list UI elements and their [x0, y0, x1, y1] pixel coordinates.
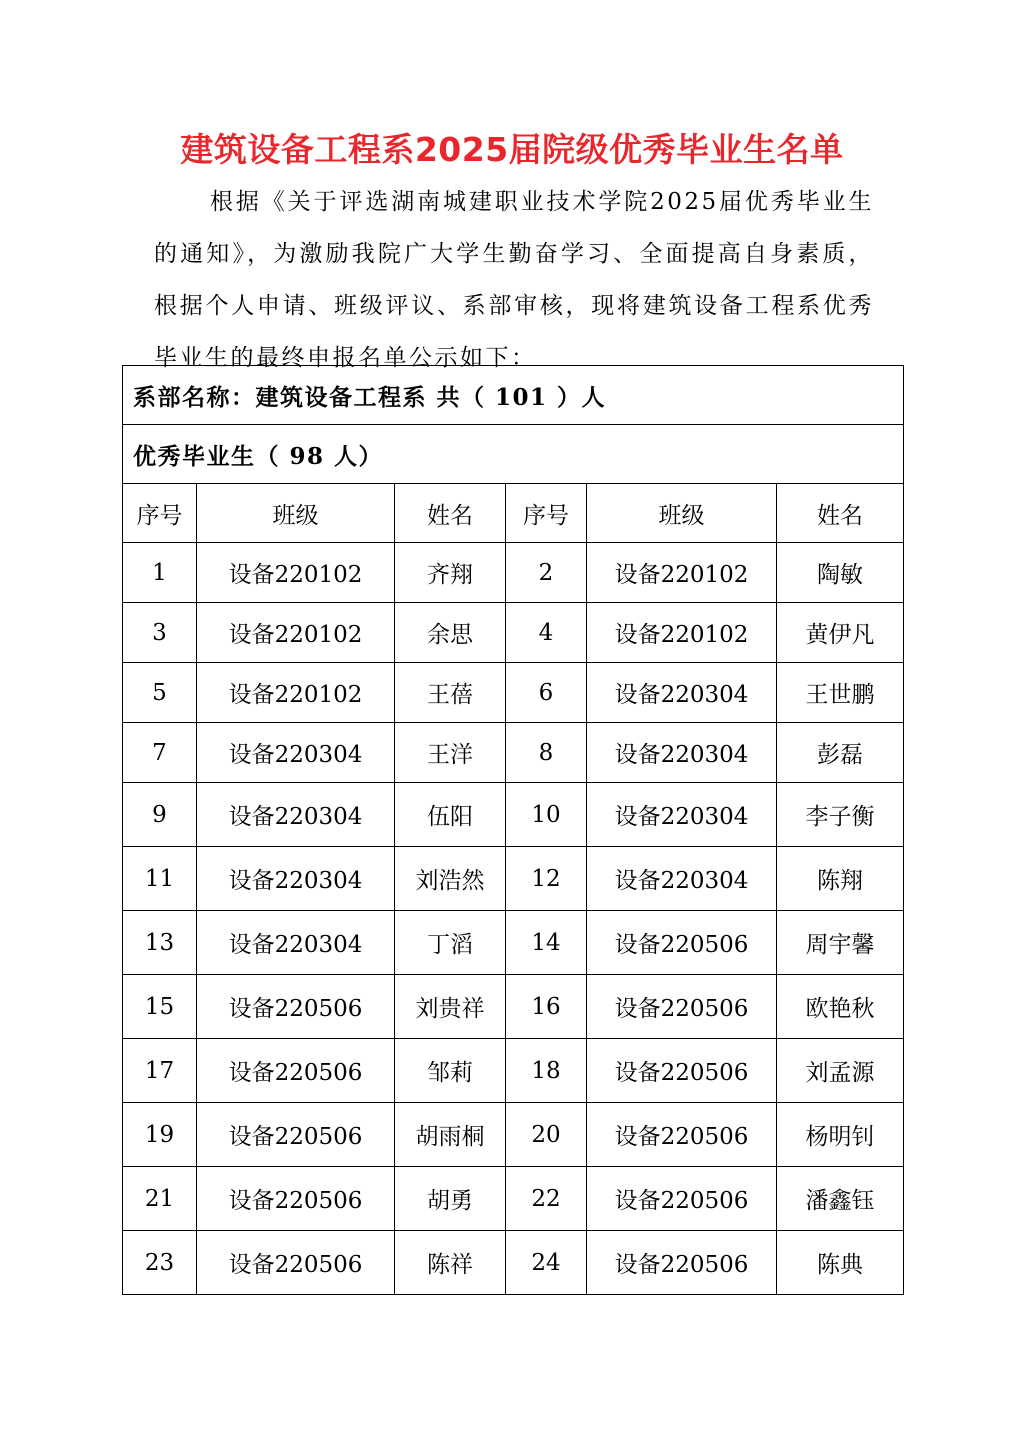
- cell-name: 刘贵祥: [395, 975, 506, 1039]
- cell-class: 设备220506: [197, 1039, 395, 1103]
- cell-seq: 11: [123, 847, 197, 911]
- cell-name: 邹莉: [395, 1039, 506, 1103]
- cell-name: 潘鑫钰: [777, 1167, 904, 1231]
- cell-seq: 4: [506, 603, 587, 663]
- cell-class: 设备220506: [197, 1103, 395, 1167]
- cell-name: 胡雨桐: [395, 1103, 506, 1167]
- cell-class: 设备220506: [587, 911, 777, 975]
- cell-seq: 6: [506, 663, 587, 723]
- table-row: [123, 603, 904, 663]
- header-seq: 序号: [506, 484, 587, 543]
- cell-class: 设备220102: [197, 663, 395, 723]
- graduate-table-body: [123, 366, 904, 1295]
- cell-name: 陈典: [777, 1231, 904, 1295]
- cell-name: 刘浩然: [395, 847, 506, 911]
- cell-class: 设备220506: [587, 1167, 777, 1231]
- cell-name: 胡勇: [395, 1167, 506, 1231]
- department-line: 系部名称：建筑设备工程系 共（ 101 ）人: [123, 366, 904, 425]
- cell-class: 设备220506: [197, 1231, 395, 1295]
- cell-class: 设备220102: [197, 603, 395, 663]
- cell-class: 设备220102: [587, 603, 777, 663]
- header-class: 班级: [197, 484, 395, 543]
- cell-seq: 22: [506, 1167, 587, 1231]
- cell-name: 陶敏: [777, 543, 904, 603]
- excellent-line: 优秀毕业生（ 98 人）: [123, 425, 904, 484]
- cell-class: 设备220304: [587, 847, 777, 911]
- cell-seq: 13: [123, 911, 197, 975]
- table-row: [123, 1103, 904, 1167]
- table-row: [123, 1039, 904, 1103]
- cell-class: 设备220506: [197, 1167, 395, 1231]
- cell-seq: 1: [123, 543, 197, 603]
- cell-seq: 3: [123, 603, 197, 663]
- cell-name: 陈翔: [777, 847, 904, 911]
- cell-seq: 18: [506, 1039, 587, 1103]
- header-row: [123, 484, 904, 543]
- cell-seq: 17: [123, 1039, 197, 1103]
- cell-seq: 14: [506, 911, 587, 975]
- table-row: [123, 975, 904, 1039]
- cell-name: 彭磊: [777, 723, 904, 783]
- cell-class: 设备220304: [197, 911, 395, 975]
- table-row: [123, 911, 904, 975]
- header-seq: 序号: [123, 484, 197, 543]
- table-row: [123, 783, 904, 847]
- cell-class: 设备220506: [587, 1039, 777, 1103]
- department-row: [123, 366, 904, 425]
- cell-seq: 23: [123, 1231, 197, 1295]
- cell-class: 设备220304: [197, 783, 395, 847]
- graduate-table: [122, 365, 904, 1295]
- table-row: [123, 543, 904, 603]
- cell-name: 杨明钊: [777, 1103, 904, 1167]
- cell-name: 齐翔: [395, 543, 506, 603]
- cell-name: 周宇馨: [777, 911, 904, 975]
- table-row: [123, 723, 904, 783]
- cell-seq: 19: [123, 1103, 197, 1167]
- header-class: 班级: [587, 484, 777, 543]
- table-row: [123, 847, 904, 911]
- document-title: 建筑设备工程系2025届院级优秀毕业生名单: [180, 130, 844, 169]
- cell-seq: 10: [506, 783, 587, 847]
- cell-seq: 9: [123, 783, 197, 847]
- intro-paragraph: 根据《关于评选湖南城建职业技术学院2025届优秀毕业生的通知》，为激励我院广大学生勤奋学习、全面提高自身素质，根据个人申请、班级评议、系部审核，现将建筑设备工程系优秀毕业生的最终申报名单公示如下：: [154, 189, 874, 371]
- cell-name: 王世鹏: [777, 663, 904, 723]
- cell-name: 伍阳: [395, 783, 506, 847]
- header-name: 姓名: [395, 484, 506, 543]
- cell-class: 设备220304: [197, 847, 395, 911]
- cell-class: 设备220102: [197, 543, 395, 603]
- cell-seq: 21: [123, 1167, 197, 1231]
- cell-name: 李子衡: [777, 783, 904, 847]
- cell-class: 设备220304: [197, 723, 395, 783]
- cell-class: 设备220506: [587, 1103, 777, 1167]
- cell-seq: 5: [123, 663, 197, 723]
- cell-name: 余思: [395, 603, 506, 663]
- cell-seq: 15: [123, 975, 197, 1039]
- cell-class: 设备220506: [587, 1231, 777, 1295]
- table-row: [123, 663, 904, 723]
- cell-seq: 8: [506, 723, 587, 783]
- cell-seq: 2: [506, 543, 587, 603]
- cell-name: 王洋: [395, 723, 506, 783]
- cell-class: 设备220102: [587, 543, 777, 603]
- cell-class: 设备220304: [587, 723, 777, 783]
- cell-name: 丁滔: [395, 911, 506, 975]
- cell-seq: 16: [506, 975, 587, 1039]
- table-row: [123, 1231, 904, 1295]
- cell-class: 设备220506: [197, 975, 395, 1039]
- cell-seq: 24: [506, 1231, 587, 1295]
- cell-name: 黄伊凡: [777, 603, 904, 663]
- cell-seq: 7: [123, 723, 197, 783]
- excellent-count-row: [123, 425, 904, 484]
- cell-name: 王蓓: [395, 663, 506, 723]
- header-name: 姓名: [777, 484, 904, 543]
- cell-class: 设备220304: [587, 663, 777, 723]
- cell-name: 欧艳秋: [777, 975, 904, 1039]
- table-row: [123, 1167, 904, 1231]
- cell-seq: 12: [506, 847, 587, 911]
- cell-name: 刘孟源: [777, 1039, 904, 1103]
- cell-seq: 20: [506, 1103, 587, 1167]
- cell-class: 设备220506: [587, 975, 777, 1039]
- cell-name: 陈祥: [395, 1231, 506, 1295]
- cell-class: 设备220304: [587, 783, 777, 847]
